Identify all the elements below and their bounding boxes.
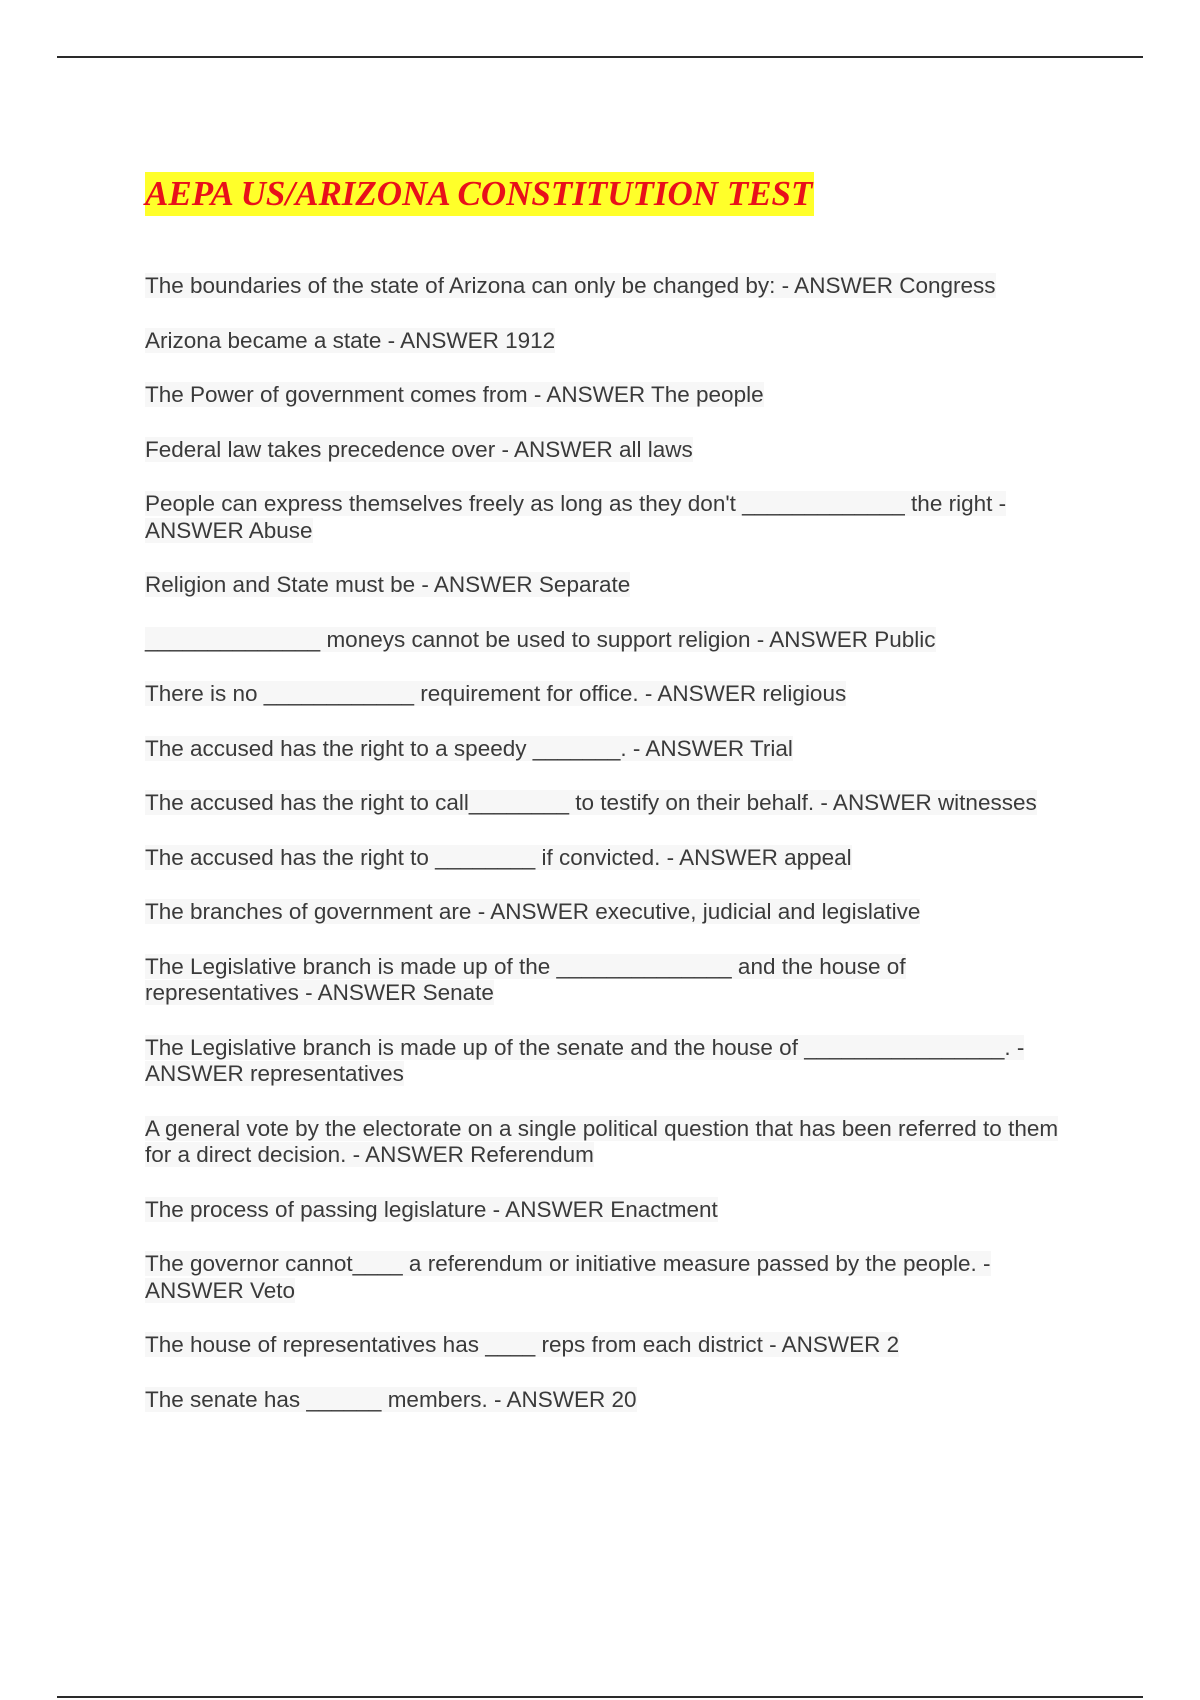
question-list (145, 273, 1060, 1441)
question-item (145, 790, 1060, 817)
question-item (145, 1251, 1060, 1304)
question-text: The accused has the right to call________ to testify on their behalf. - ANSWER witnesses (145, 790, 1037, 815)
question-text: Arizona became a state - ANSWER 1912 (145, 327, 556, 353)
question-item (145, 681, 1060, 708)
question-item (145, 491, 1060, 544)
question-text: There is no ____________ requirement for office. - ANSWER religious (145, 681, 847, 706)
question-item (145, 437, 1060, 464)
question-item (145, 1116, 1060, 1169)
document-title: AEPA US/ARIZONA CONSTITUTION TEST (145, 172, 814, 216)
question-item (145, 627, 1060, 654)
question-text: The governor cannot____ a referendum or initiative measure passed by the people. - ANSWER Veto (145, 1251, 991, 1303)
question-item (145, 845, 1060, 872)
question-text: The process of passing legislature - ANSWER Enactment (145, 1196, 718, 1222)
header-rule (57, 56, 1143, 58)
question-item (145, 382, 1060, 409)
question-text: The Power of government comes from - ANSWER The people (145, 382, 764, 407)
question-text: ______________ moneys cannot be used to support religion - ANSWER Public (145, 626, 936, 652)
question-item (145, 1197, 1060, 1224)
question-item (145, 899, 1060, 926)
question-text: The accused has the right to a speedy _______. - ANSWER Trial (145, 735, 793, 761)
question-text: The Legislative branch is made up of the ______________ and the house of representatives - ANSWER Senate (145, 953, 906, 1005)
question-text: The accused has the right to ________ if convicted. - ANSWER appeal (145, 844, 852, 870)
question-item (145, 328, 1060, 355)
question-item (145, 1332, 1060, 1359)
question-text: The boundaries of the state of Arizona can only be changed by: - ANSWER Congress (145, 273, 996, 298)
question-text: People can express themselves freely as long as they don't _____________ the right - ANSWER Abuse (145, 491, 1007, 543)
question-text: The house of representatives has ____ reps from each district - ANSWER 2 (145, 1332, 900, 1357)
question-item (145, 1035, 1060, 1088)
question-text: The Legislative branch is made up of the senate and the house of ________________. - ANSWER representatives (145, 1034, 1025, 1086)
footer-rule (57, 1696, 1143, 1698)
question-item (145, 736, 1060, 763)
question-item (145, 954, 1060, 1007)
question-item (145, 1387, 1060, 1414)
question-text: Religion and State must be - ANSWER Separate (145, 572, 631, 597)
question-text: Federal law takes precedence over - ANSWER all laws (145, 436, 693, 462)
question-text: A general vote by the electorate on a single political question that has been referred to them for a direct decision. - ANSWER Referendum (145, 1115, 1059, 1167)
question-item (145, 572, 1060, 599)
question-text: The branches of government are - ANSWER executive, judicial and legislative (145, 899, 921, 924)
question-text: The senate has ______ members. - ANSWER 20 (145, 1386, 637, 1412)
question-item (145, 273, 1060, 300)
